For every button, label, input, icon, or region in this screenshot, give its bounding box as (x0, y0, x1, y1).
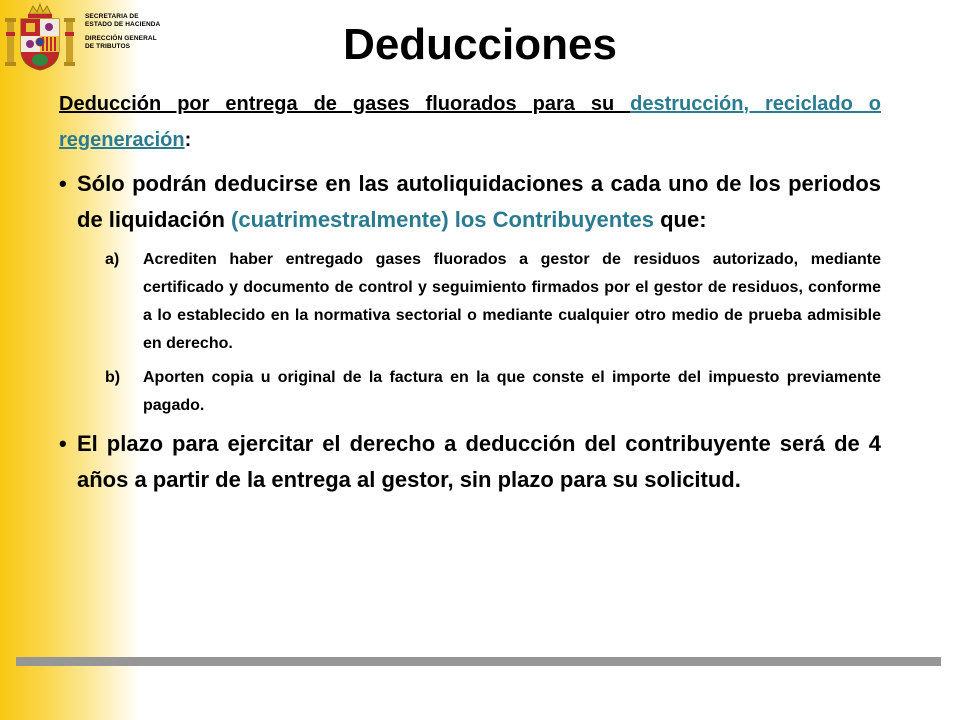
list-item (59, 246, 881, 358)
bullet-icon: • (59, 171, 67, 196)
section-heading-text: Deducción por entrega de gases fluorados para su (59, 93, 631, 115)
agency-line: ESTADO DE HACIENDA (85, 20, 161, 28)
list-marker: b) (105, 369, 121, 386)
agency-line: DE TRIBUTOS (85, 42, 131, 50)
list-item (59, 364, 881, 420)
bullet-item (59, 426, 881, 498)
agency-line: DIRECCIÓN GENERAL (85, 35, 157, 42)
bullet-text: Sólo podrán deducirse en las autoliquidaciones a cada uno de los periodos de liquidación (77, 171, 881, 232)
list-marker: a) (105, 251, 120, 268)
bullet-text: El plazo para ejercitar el derecho a deducción del contribuyente será de 4 años a partir de la entrega al gestor, sin plazo para su solicitud. (77, 431, 881, 492)
bullet-icon: • (59, 431, 67, 456)
page-title: Deducciones (343, 20, 617, 69)
section-heading (59, 86, 881, 158)
footer-divider (16, 657, 941, 666)
slide-body (59, 86, 881, 506)
bullet-item (59, 166, 881, 238)
section-heading-highlight: destrucción, reciclado o regeneración (59, 93, 881, 151)
list-item-text: Aporten copia u original de la factura en la que conste el importe del impuesto previamente pagado. (143, 369, 881, 414)
bullet-highlight: (cuatrimestralmente) los Contribuyentes (231, 207, 654, 232)
section-heading-colon: : (184, 129, 192, 151)
bullet-text-end: que: (654, 207, 707, 232)
list-item-text: Acrediten haber entregado gases fluorados a gestor de residuos autorizado, mediante certificado y documento de control y seguimiento firmados por el gestor de residuos, conforme a lo establecido en la normativa sectorial o mediante cualquier otro medio de prueba admisible en derecho. (143, 251, 881, 352)
agency-line: SECRETARIA DE (85, 13, 139, 20)
